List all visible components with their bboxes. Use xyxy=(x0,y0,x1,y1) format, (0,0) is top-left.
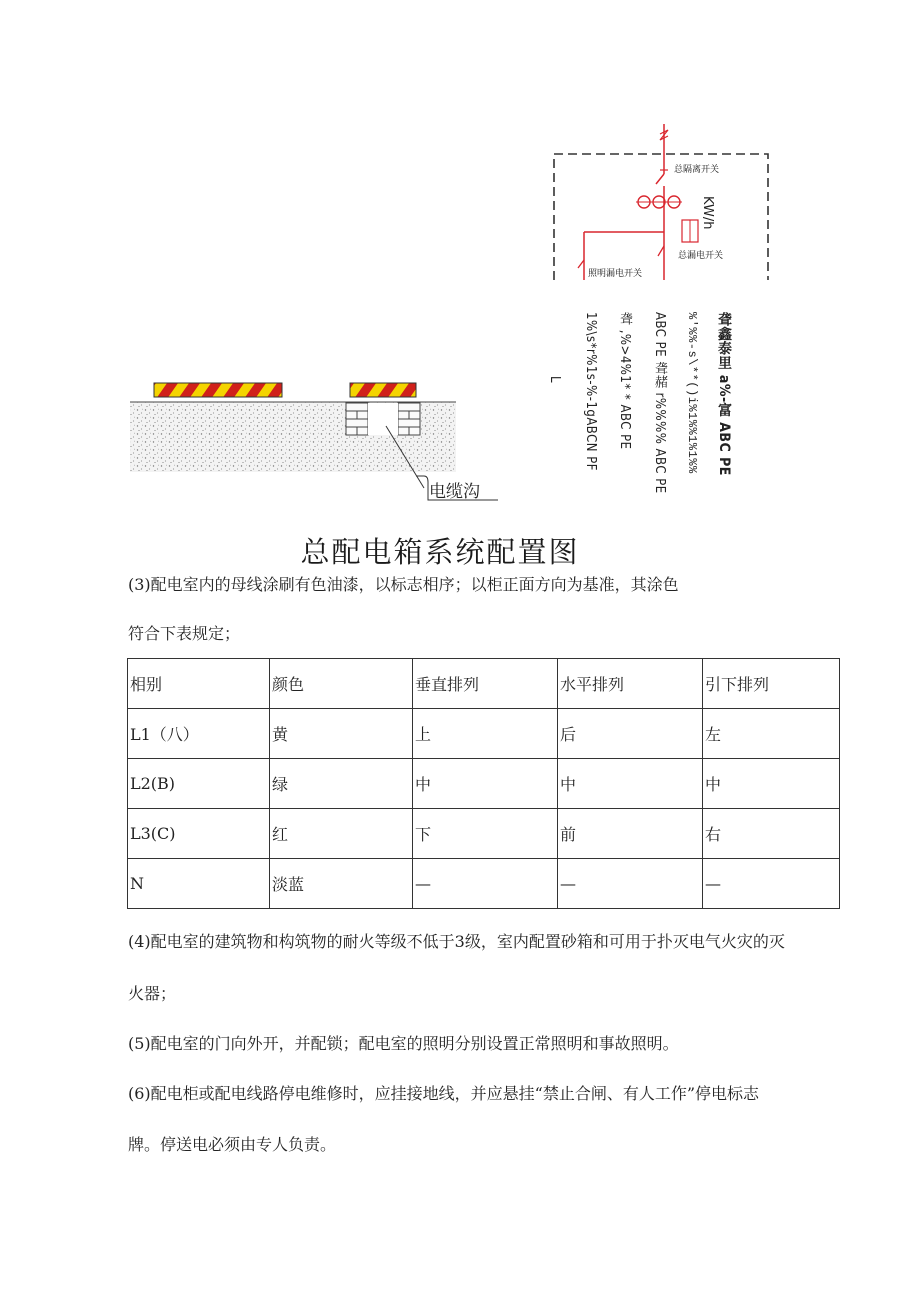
figure-title: 总配电箱系统配置图 xyxy=(300,535,580,569)
paragraph-3-line-1: (3)配电室内的母线涂刷有色油漆，以标志相序；以柜正面方向为基准，其涂色 xyxy=(128,575,679,594)
vertical-column-2: %'%%-s\**()i%1%%1%1%% xyxy=(685,312,699,474)
table-cell: 左 xyxy=(703,709,840,759)
table-cell: 右 xyxy=(703,809,840,859)
vertical-column-5: 1%\s*r%1s-%-1gABCN PF xyxy=(583,312,598,472)
paragraph-4-line-1: (4)配电室的建筑物和构筑物的耐火等级不低于3级，室内配置砂箱和可用于扑灭电气火灾的灭 xyxy=(128,932,785,951)
table-cell: 前 xyxy=(558,809,703,859)
table-cell: 后 xyxy=(558,709,703,759)
vertical-column-6: L xyxy=(547,376,562,384)
paragraph-4-line-2: 火器； xyxy=(128,984,177,1003)
warning-strip-left xyxy=(154,383,282,397)
table-cell: — xyxy=(703,859,840,909)
paragraph-6-line-1: (6)配电柜或配电线路停电维修时，应挂接地线，并应悬挂“禁止合闸、有人工作”停电标志 xyxy=(128,1084,760,1103)
table-row xyxy=(128,709,840,759)
table-header-cell: 水平排列 xyxy=(558,659,703,709)
table-cell: 上 xyxy=(413,709,558,759)
table-cell: 中 xyxy=(413,759,558,809)
main-isolator-label: 总隔离开关 xyxy=(674,165,720,175)
box-enclosure xyxy=(554,154,768,280)
warning-strip-right xyxy=(350,383,416,397)
table-cell: L1（八） xyxy=(128,709,270,759)
table-header-cell: 垂直排列 xyxy=(413,659,558,709)
vertical-column-3: ABC PE 聋赭 r%%%% ABC PE xyxy=(652,312,667,494)
paragraph-5: (5)配电室的门向外开，并配锁；配电室的照明分别设置正常照明和事故照明。 xyxy=(128,1034,679,1053)
table-cell: — xyxy=(413,859,558,909)
paragraph-3-line-2: 符合下表规定； xyxy=(128,624,241,643)
table-cell: N xyxy=(128,859,270,909)
cable-trench-figure xyxy=(128,376,480,516)
table-header-cell: 相别 xyxy=(128,659,270,709)
table-cell: 下 xyxy=(413,809,558,859)
table-cell: 中 xyxy=(703,759,840,809)
table-header-row xyxy=(128,659,840,709)
kwh-label: KW/h xyxy=(700,196,715,230)
vertical-column-4: 聋 ,%>4%1* * ABC PE xyxy=(617,312,632,450)
table-cell: 红 xyxy=(270,809,413,859)
table-cell: 中 xyxy=(558,759,703,809)
table-cell: — xyxy=(558,859,703,909)
table-cell: L2(B) xyxy=(128,759,270,809)
distribution-box-diagram xyxy=(548,120,770,282)
table-cell: 黄 xyxy=(270,709,413,759)
table-cell: L3(C) xyxy=(128,809,270,859)
table-cell: 绿 xyxy=(270,759,413,809)
paragraph-6-line-2: 牌。停送电必须由专人负责。 xyxy=(128,1135,337,1154)
table-row xyxy=(128,809,840,859)
table-row xyxy=(128,859,840,909)
table-row xyxy=(128,759,840,809)
table-header-cell: 颜色 xyxy=(270,659,413,709)
table-cell: 淡蓝 xyxy=(270,859,413,909)
trench-label: 电缆沟 xyxy=(429,482,480,502)
vertical-column-1: 聋鑫泰里 a%-富 ABC PE xyxy=(716,312,732,476)
main-rcd-label: 总漏电开关 xyxy=(678,251,724,261)
lighting-rcd-label: 照明漏电开关 xyxy=(588,269,643,279)
phase-color-table xyxy=(127,658,840,909)
table-header-cell: 引下排列 xyxy=(703,659,840,709)
